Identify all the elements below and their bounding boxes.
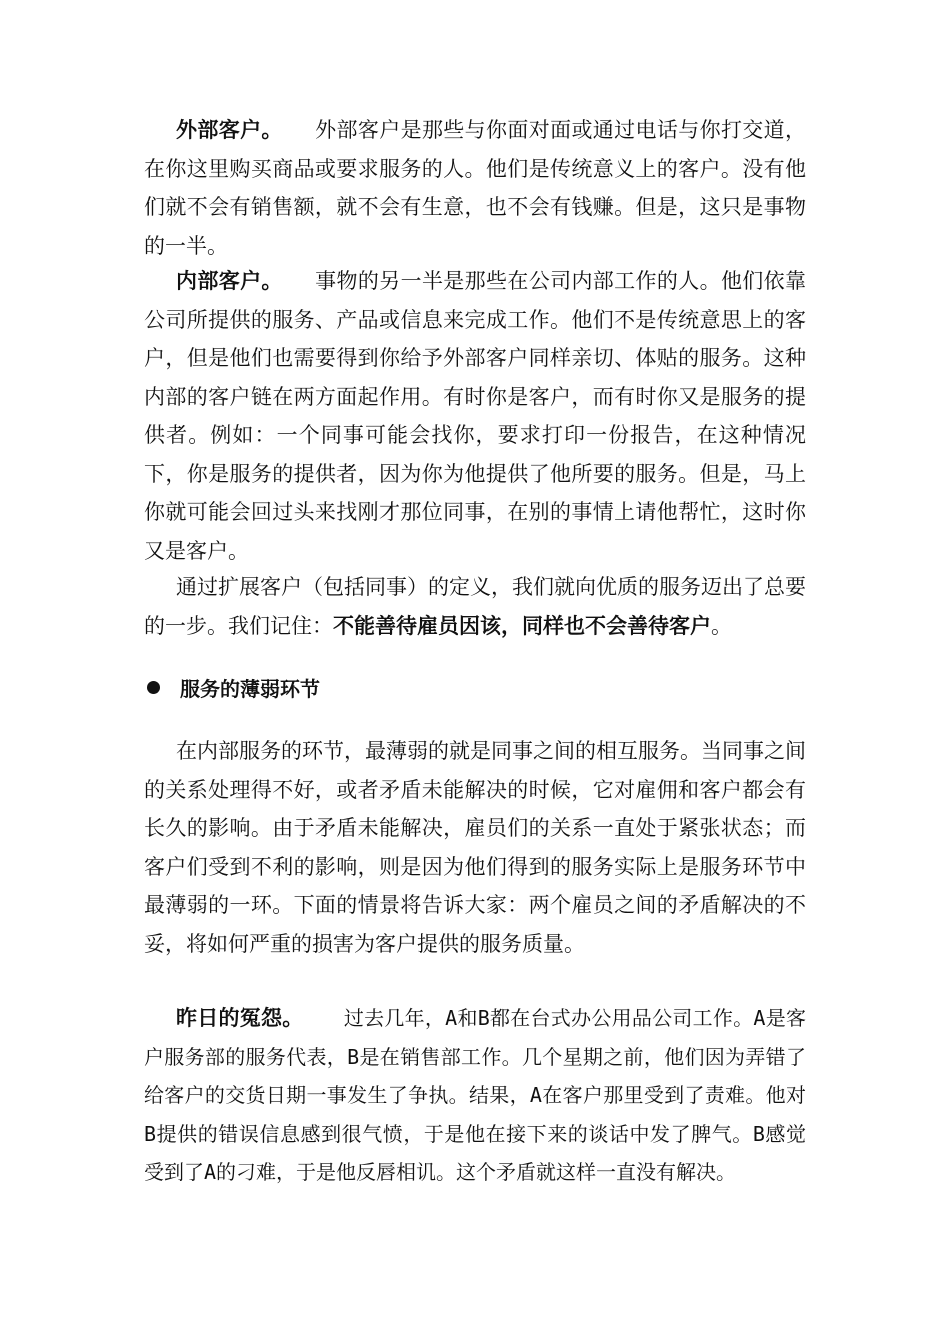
paragraph-weak-link [144, 732, 806, 963]
term-external-customers: 外部客户。 [176, 117, 283, 142]
paragraph-text: 过去几年，A和B都在台式办公用品公司工作。A是客户服务部的服务代表，B是在销售部工作。几个星期之前，他们因为弄错了给客户的交货日期一事发生了争执。结果，A在客户那里受到了责难。他对B提供的错误信息感到很气愤，于是他在接下来的谈话中发了脾气。B感觉受到了A的刁难，于是他反唇相讥。这个矛盾就这样一直没有解决。 [144, 1006, 807, 1184]
key-principle: 不能善待雇员因该，同样也不会善待客户 [333, 612, 711, 638]
paragraph-text: 外部客户是那些与你面对面或通过电话与你打交道，在你这里购买商品或要求服务的人。他们是传统意义上的客户。没有他们就不会有销售额，就不会有生意，也不会有钱赚。但是，这只是事物的一半。 [144, 118, 807, 258]
section-heading-text: 服务的薄弱环节 [180, 676, 320, 701]
paragraph-external-customers [144, 111, 806, 265]
paragraph-grudge [144, 999, 806, 1192]
term-grudge: 昨日的冤怨。 [176, 1005, 304, 1030]
paragraph-text: 事物的另一半是那些在公司内部工作的人。他们依靠公司所提供的服务、产品或信息来完成工作。他们不是传统意思上的客户，但是他们也需要得到你给予外部客户同样亲切、体贴的服务。这种内部的客户链在两方面起作用。有时你是客户，而有时你又是服务的提供者。例如：一个同事可能会找你，要求打印一份报告，在这种情况下，你是服务的提供者，因为你为他提供了他所要的服务。但是，马上你就可能会回过头来找刚才那位同事，在别的事情上请他帮忙，这时你又是客户。 [144, 269, 807, 563]
paragraph-internal-customers [144, 262, 806, 570]
paragraph-end: 。 [711, 613, 732, 638]
term-internal-customers: 内部客户。 [176, 268, 283, 293]
paragraph-definition [144, 568, 806, 645]
paragraph-text: 通过扩展客户（包括同事）的定义，我们就向优质的服务迈出了总要的一步。我们记住： [144, 575, 806, 638]
bullet-icon [147, 681, 160, 694]
paragraph-text: 在内部服务的环节，最薄弱的就是同事之间的相互服务。当同事之间的关系处理得不好，或者矛盾未能解决的时候，它对雇佣和客户都会有长久的影响。由于矛盾未能解决，雇员们的关系一直处于紧张状态；而客户们受到不利的影响，则是因为他们得到的服务实际上是服务环节中最薄弱的一环。下面的情景将告诉大家：两个雇员之间的矛盾解决的不妥，将如何严重的损害为客户提供的服务质量。 [144, 739, 806, 956]
section-heading [144, 669, 320, 705]
